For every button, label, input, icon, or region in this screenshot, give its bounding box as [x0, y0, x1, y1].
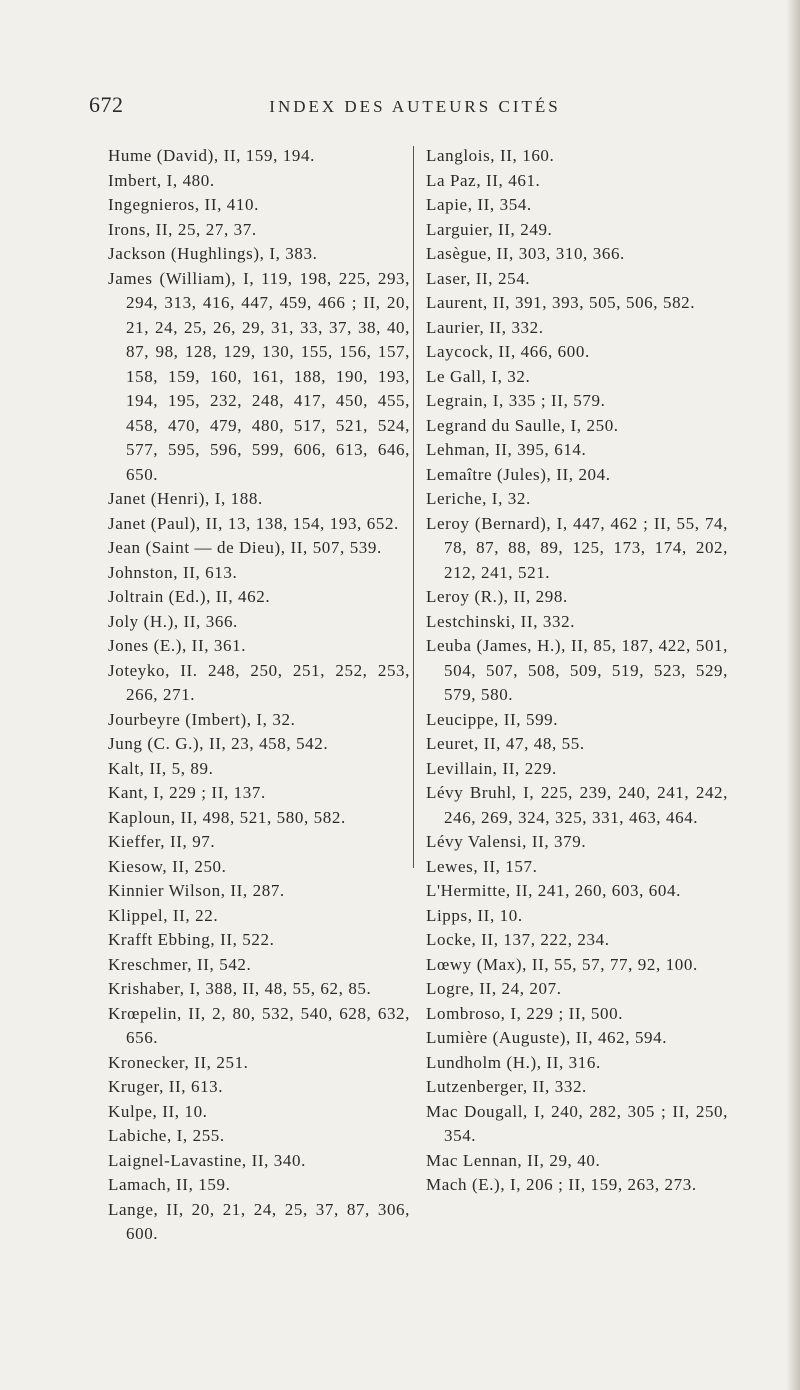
- index-entry: Lumière (Auguste), II, 462, 594.: [426, 1028, 668, 1047]
- index-entry: Jean (Saint — de Dieu), II, 507, 539.: [108, 538, 382, 557]
- index-entry: Krafft Ebbing, II, 522.: [108, 930, 275, 949]
- index-entry: Kalt, II, 5, 89.: [108, 758, 214, 778]
- index-entry: Lutzenberger, II, 332.: [426, 1077, 587, 1096]
- index-entry: Lewes, II, 157.: [426, 856, 538, 876]
- index-entry: Larguier, II, 249.: [426, 219, 553, 239]
- index-entry: Levillain, II, 229.: [426, 758, 557, 778]
- index-entry: Kruger, II, 613.: [108, 1077, 224, 1096]
- index-entry: Kaploun, II, 498, 521, 580, 582.: [108, 807, 346, 827]
- index-entry: Laser, II, 254.: [426, 268, 531, 288]
- index-entry: Le Gall, I, 32.: [426, 366, 531, 386]
- index-entry: Kant, I, 229 ; II, 137.: [108, 783, 266, 802]
- index-entry: Jung (C. G.), II, 23, 458, 542.: [108, 734, 329, 753]
- index-entry: La Paz, II, 461.: [426, 170, 541, 190]
- index-entry: Labiche, I, 255.: [108, 1126, 225, 1145]
- index-entry: Laycock, II, 466, 600.: [426, 342, 590, 361]
- index-entry: Leroy (R.), II, 298.: [426, 587, 568, 606]
- index-entry: Irons, II, 25, 27, 37.: [108, 219, 257, 239]
- index-entry: James (William), I, 119, 198, 225, 293, 294, 313, 416, 447, 459, 466 ; II, 20, 21, 24, 25, 26, 29, 31, 33, 37, 38, 40, 87, 98, 128, 129, 130, 155, 156, 157, 158, 159, 160, 161, 188, 190, 193, 194, 195, 232, 248, 417, 450, 455, 458, 470, 479, 480, 517, 521, 524, 577, 595, 596, 599, 606, 613, 646, 650.: [108, 268, 410, 484]
- page-edge-shadow: [786, 0, 800, 1390]
- index-entry: Lange, II, 20, 21, 24, 25, 37, 87, 306, 600.: [108, 1199, 410, 1243]
- index-entry: Lundholm (H.), II, 316.: [426, 1052, 601, 1072]
- index-entry: Lombroso, I, 229 ; II, 500.: [426, 1003, 624, 1023]
- index-entry: Joltrain (Ed.), II, 462.: [108, 587, 271, 606]
- index-entry: Legrain, I, 335 ; II, 579.: [426, 391, 606, 410]
- index-entry: Klippel, II, 22.: [108, 905, 219, 925]
- index-entry: Mac Lennan, II, 29, 40.: [426, 1150, 601, 1170]
- index-entry: Kieffer, II, 97.: [108, 832, 216, 851]
- index-entry: Krœpelin, II, 2, 80, 532, 540, 628, 632, 656.: [108, 1003, 410, 1047]
- index-entry: Laurent, II, 391, 393, 505, 506, 582.: [426, 293, 696, 312]
- index-entry: Lipps, II, 10.: [426, 905, 523, 925]
- index-entry: Kiesow, II, 250.: [108, 856, 227, 876]
- index-entry: Kulpe, II, 10.: [108, 1101, 208, 1121]
- page-number: 672: [89, 92, 124, 117]
- index-entry: Mac Dougall, I, 240, 282, 305 ; II, 250, 354.: [426, 1101, 728, 1145]
- index-entry: Lemaître (Jules), II, 204.: [426, 464, 611, 484]
- index-entry: Ingegnieros, II, 410.: [108, 195, 259, 214]
- index-column-left: [108, 144, 410, 1247]
- index-entry: Leriche, I, 32.: [426, 489, 531, 508]
- index-column-right: [426, 144, 728, 1198]
- index-entry: Lehman, II, 395, 614.: [426, 440, 587, 459]
- index-entry: Mach (E.), I, 206 ; II, 159, 263, 273.: [426, 1175, 697, 1194]
- index-entry: Joly (H.), II, 366.: [108, 611, 238, 631]
- index-entry: Langlois, II, 160.: [426, 146, 555, 165]
- index-entry: Lévy Valensi, II, 379.: [426, 832, 587, 851]
- index-entry: Janet (Henri), I, 188.: [108, 489, 263, 508]
- index-entry: Joteyko, II. 248, 250, 251, 252, 253, 266, 271.: [108, 660, 410, 704]
- index-entry: Legrand du Saulle, I, 250.: [426, 415, 619, 435]
- index-entry: Lœwy (Max), II, 55, 57, 77, 92, 100.: [426, 954, 698, 974]
- index-entry: Lévy Bruhl, I, 225, 239, 240, 241, 242, 246, 269, 324, 325, 331, 463, 464.: [426, 783, 728, 827]
- column-divider: [413, 146, 414, 868]
- index-entry: Laurier, II, 332.: [426, 317, 544, 337]
- index-entry: Locke, II, 137, 222, 234.: [426, 930, 610, 949]
- index-entry: Janet (Paul), II, 13, 138, 154, 193, 652.: [108, 513, 399, 533]
- index-entry: Jones (E.), II, 361.: [108, 636, 247, 655]
- index-entry: Krishaber, I, 388, II, 48, 55, 62, 85.: [108, 979, 372, 998]
- running-head: INDEX DES AUTEURS CITÉS: [269, 97, 561, 116]
- index-entry: Leuba (James, H.), II, 85, 187, 422, 501, 504, 507, 508, 509, 519, 523, 529, 579, 580.: [426, 636, 728, 704]
- index-entry: Lasègue, II, 303, 310, 366.: [426, 244, 625, 263]
- index-entry: Lapie, II, 354.: [426, 195, 532, 214]
- index-entry: Lamach, II, 159.: [108, 1175, 231, 1194]
- index-entry: Leroy (Bernard), I, 447, 462 ; II, 55, 74, 78, 87, 88, 89, 125, 173, 174, 202, 212, 241, 521.: [426, 513, 728, 582]
- index-entry: Hume (David), II, 159, 194.: [108, 146, 315, 165]
- index-entry: Kinnier Wilson, II, 287.: [108, 881, 285, 900]
- index-entry: Leuret, II, 47, 48, 55.: [426, 734, 585, 753]
- index-entry: Logre, II, 24, 207.: [426, 979, 562, 998]
- index-entry: Johnston, II, 613.: [108, 562, 238, 582]
- index-entry: Jourbeyre (Imbert), I, 32.: [108, 709, 296, 729]
- index-entry: Kreschmer, II, 542.: [108, 954, 252, 974]
- index-entry: Imbert, I, 480.: [108, 170, 215, 190]
- index-entry: Leucippe, II, 599.: [426, 709, 559, 729]
- index-entry: Lestchinski, II, 332.: [426, 611, 576, 631]
- index-entry: Laignel-Lavastine, II, 340.: [108, 1150, 306, 1170]
- index-entry: Kronecker, II, 251.: [108, 1052, 249, 1072]
- index-entry: Jackson (Hughlings), I, 383.: [108, 244, 318, 263]
- index-entry: L'Hermitte, II, 241, 260, 603, 604.: [426, 881, 681, 900]
